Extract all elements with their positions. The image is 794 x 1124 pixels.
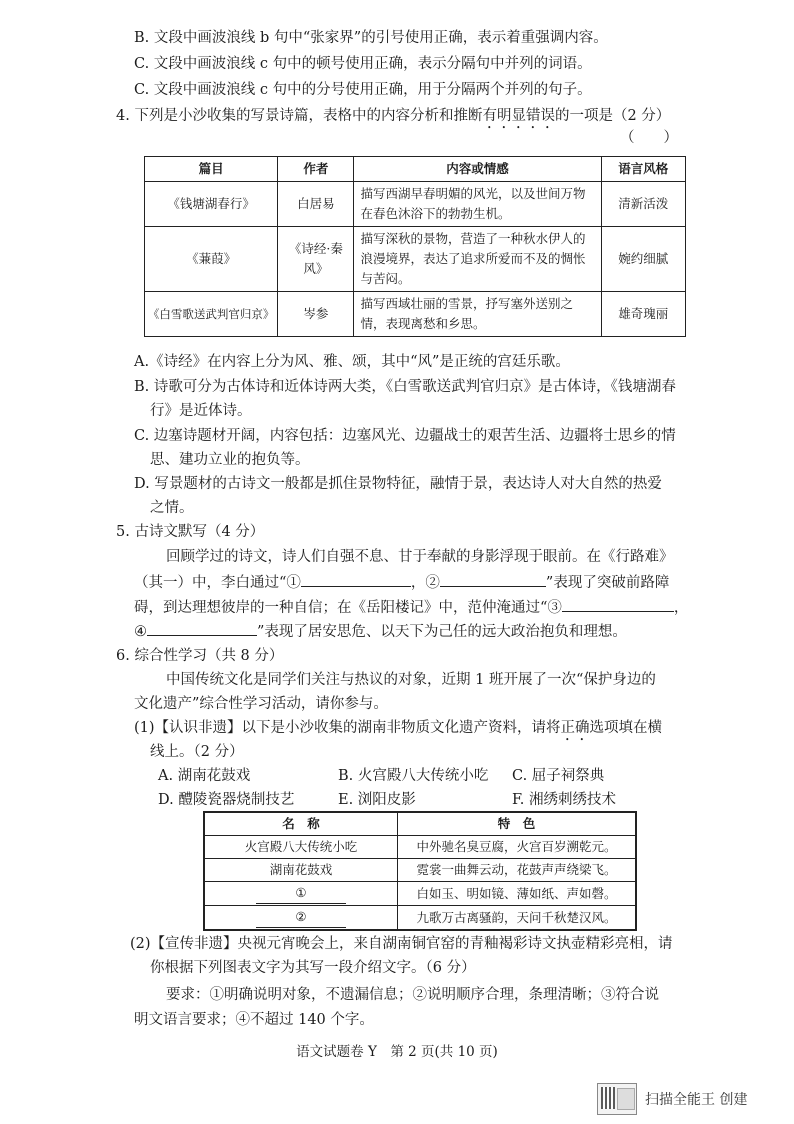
choice-f: F. 湘绣刺绣技术 <box>512 792 617 808</box>
answer-blank-1[interactable]: ① <box>204 882 398 906</box>
q6-intro: 文化遗产”综合性学习活动，请你参与。 <box>134 696 388 712</box>
q5-text: 回顾学过的诗文，诗人们自强不息、甘于奉献的身影浮现于眼前。在《行路难》 <box>166 549 674 565</box>
blank-3[interactable] <box>562 597 674 612</box>
option-c-line: C. 文段中画波浪线 c 句中的顿号使用正确，表示分隔句中并列的词语。 <box>134 56 592 72</box>
heritage-feature: 中外驰名臭豆腐，火宫百岁溯乾元。 <box>398 836 637 859</box>
question-4-stem: 4. 下列是小沙收集的写景诗篇，表格中的内容分析和推断有明显错误的一项是（2 分） <box>116 108 671 124</box>
q6-requirements: 要求：①明确说明对象，不遗漏信息；②说明顺序合理，条理清晰；③符合说 <box>166 987 659 1003</box>
poem-content: 描写西湖早春明媚的风光，以及世间万物在春色沐浴下的勃勃生机。 <box>354 182 601 227</box>
table-header: 内容或情感 <box>354 157 601 182</box>
heritage-table <box>203 811 637 931</box>
choice-b: B. 火宫殿八大传统小吃 <box>338 768 489 784</box>
q5-text: （其一）中，李白通过“① ，② ”表现了突破前路障 <box>134 572 669 593</box>
q4-option-d-cont: 之情。 <box>150 500 194 516</box>
q6-part2: 你根据下列图表文字为其写一段介绍文字。（6 分） <box>150 960 476 976</box>
poem-style: 婉约细腻 <box>601 227 685 292</box>
table-header: 语言风格 <box>601 157 685 182</box>
table-row <box>145 182 686 227</box>
table-row <box>145 292 686 337</box>
table-header: 名 称 <box>204 812 398 836</box>
q4-option-b: B. 诗歌可分为古体诗和近体诗两大类，《白雪歌送武判官归京》是古体诗，《钱塘湖春 <box>134 379 676 395</box>
table-row <box>204 906 636 931</box>
q5-text: 碍，到达理想彼岸的一种自信；在《岳阳楼记》中，范仲淹通过“③ ， <box>134 597 688 618</box>
q6-part2: (2)【宣传非遗】央视元宵晚会上，来自湖南铜官窑的青釉褐彩诗文执壶精彩亮相，请 <box>130 936 673 952</box>
table-row <box>204 882 636 906</box>
q6-part1: 线上。（2 分） <box>150 744 244 760</box>
heritage-name: 湖南花鼓戏 <box>204 859 398 882</box>
watermark-text: 扫描全能王 创建 <box>645 1092 748 1108</box>
heritage-feature: 霓裳一曲舞云动，花鼓声声绕梁飞。 <box>398 859 637 882</box>
poem-title: 《钱塘湖春行》 <box>145 182 278 227</box>
option-b-line: B. 文段中画波浪线 b 句中“张家界”的引号使用正确，表示着重强调内容。 <box>134 30 608 46</box>
poem-content: 描写西域壮丽的雪景，抒写塞外送别之情，表现离愁和乡思。 <box>354 292 601 337</box>
camscanner-logo-icon <box>597 1083 637 1115</box>
heritage-feature: 白如玉、明如镜、薄如纸、声如磬。 <box>398 882 637 906</box>
q4-option-a: A.《诗经》在内容上分为风、雅、颂，其中“风”是正统的宫廷乐歌。 <box>134 354 570 370</box>
question-5-title: 5. 古诗文默写（4 分） <box>116 524 265 540</box>
blank-1[interactable] <box>301 572 411 587</box>
poem-analysis-table <box>144 156 686 337</box>
poem-style: 清新活泼 <box>601 182 685 227</box>
q4-option-b-cont: 行》是近体诗。 <box>150 403 252 419</box>
poem-title: 《蒹葭》 <box>145 227 278 292</box>
table-row <box>145 227 686 292</box>
table-header: 特 色 <box>398 812 637 836</box>
q6-intro: 中国传统文化是同学们关注与热议的对象，近期 1 班开展了一次“保护身边的 <box>166 672 656 688</box>
q6-requirements: 明文语言要求；④不超过 140 个字。 <box>134 1012 374 1028</box>
answer-blank-2[interactable]: ② <box>204 906 398 931</box>
table-row <box>204 836 636 859</box>
choice-d: D. 醴陵瓷器烧制技艺 <box>158 792 295 808</box>
poem-style: 雄奇瑰丽 <box>601 292 685 337</box>
heritage-name: 火宫殿八大传统小吃 <box>204 836 398 859</box>
choice-a: A. 湖南花鼓戏 <box>158 768 251 784</box>
poem-author: 《诗经·秦风》 <box>278 227 354 292</box>
q4-option-c: C. 边塞诗题材开阔，内容包括：边塞风光、边疆战士的艰苦生活、边疆将士思乡的情 <box>134 428 676 444</box>
poem-title: 《白雪歌送武判官归京》 <box>145 292 278 337</box>
option-c-line-2: C. 文段中画波浪线 c 句中的分号使用正确，用于分隔两个并列的句子。 <box>134 82 592 98</box>
poem-author: 岑参 <box>278 292 354 337</box>
q5-text: ④ ”表现了居安思危、以天下为己任的远大政治抱负和理想。 <box>134 621 627 642</box>
answer-parentheses: （ ） <box>620 130 678 146</box>
blank-2[interactable] <box>440 572 546 587</box>
q6-part1: (1)【认识非遗】以下是小沙收集的湖南非物质文化遗产资料，请将正确选项填在横 <box>134 720 663 736</box>
page-footer: 语文试题卷 Y 第 2 页(共 10 页) <box>296 1044 498 1060</box>
question-6-title: 6. 综合性学习（共 8 分） <box>116 648 284 664</box>
poem-author: 白居易 <box>278 182 354 227</box>
q4-option-c-cont: 思、建功立业的抱负等。 <box>150 452 310 468</box>
table-header: 作者 <box>278 157 354 182</box>
heritage-feature: 九歌万古离骚韵，天问千秋楚汉风。 <box>398 906 637 931</box>
q4-option-d: D. 写景题材的古诗文一般都是抓住景物特征，融情于景，表达诗人对大自然的热爱 <box>134 476 662 492</box>
blank-4[interactable] <box>147 621 257 636</box>
table-header: 篇目 <box>145 157 278 182</box>
poem-content: 描写深秋的景物，营造了一种秋水伊人的浪漫境界，表达了追求所爱而不及的惆怅与苦闷。 <box>354 227 601 292</box>
choice-c: C. 屈子祠祭典 <box>512 768 605 784</box>
scanner-watermark <box>597 1083 747 1115</box>
table-row <box>204 859 636 882</box>
choice-e: E. 浏阳皮影 <box>338 792 416 808</box>
